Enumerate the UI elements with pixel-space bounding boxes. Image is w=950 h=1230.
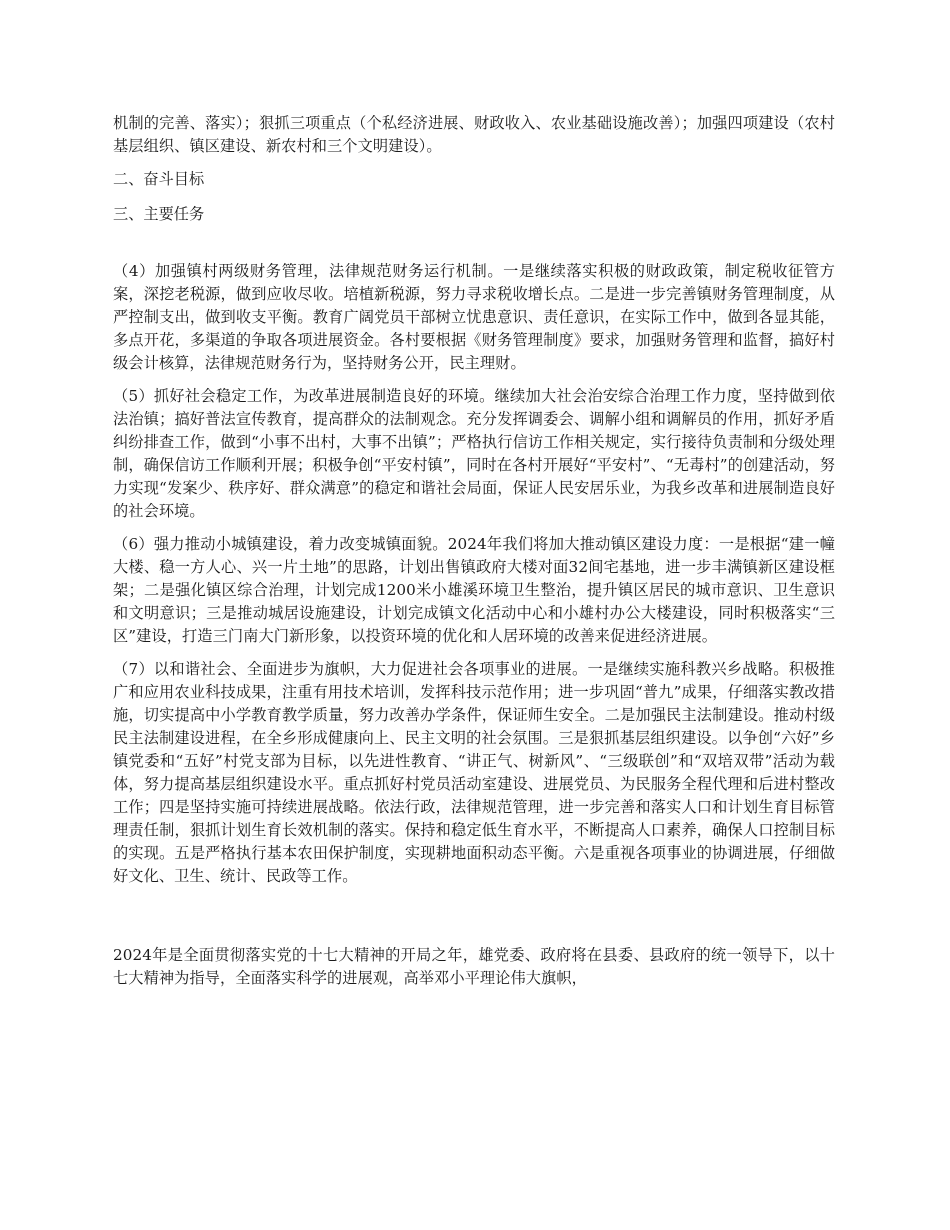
document-page	[113, 112, 835, 990]
closing-paragraph: 2024年是全面贯彻落实党的十七大精神的开局之年，雄党委、政府将在县委、县政府的统一领导下，以十七大精神为指导，全面落实科学的进展观，高举邓小平理论伟大旗帜，	[113, 946, 835, 987]
task-7-paragraph: （7）以和谐社会、全面进步为旗帜，大力促进社会各项事业的进展。一是继续实施科教兴乡战略。积极推广和应用农业科技成果，注重有用技术培训，发挥科技示范作用；进一步巩固“普九”成果，仔细落实教改措施，切实提高中小学教育教学质量，努力改善办学条件，保证师生安全。二是加强民主法制建设。推动村级民主法制建设进程，在全乡形成健康向上、民主文明的社会氛围。三是狠抓基层组织建设。以争创“六好”乡镇党委和“五好”村党支部为目标，以先进性教育、“讲正气、树新风”、“三级联创”和“双培双带”活动为载体，努力提高基层组织建设水平。重点抓好村党员活动室建设、进展党员、为民服务全程代理和后进村整改工作；四是坚持实施可持续进展战略。依法行政，法律规范管理，进一步完善和落实人口和计划生育目标管理责任制，狠抓计划生育长效机制的落实。保持和稳定低生育水平，不断提高人口素养，确保人口控制目标的实现。五是严格执行基本农田保护制度，实现耕地面积动态平衡。六是重视各项事业的协调进展，仔细做好文化、卫生、统计、民政等工作。	[113, 660, 835, 885]
task-5-paragraph: （5）抓好社会稳定工作，为改革进展制造良好的环境。继续加大社会治安综合治理工作力度，坚持做到依法治镇；搞好普法宣传教育，提高群众的法制观念。充分发挥调委会、调解小组和调解员的作用，抓好矛盾纠纷排查工作，做到“小事不出村，大事不出镇”；严格执行信访工作相关规定，实行接待负责制和分级处理制，确保信访工作顺利开展；积极争创“平安村镇”，同时在各村开展好“平安村”、“无毒村”的创建活动，努力实现“发案少、秩序好、群众满意”的稳定和谐社会局面，保证人民安居乐业，为我乡改革和进展制造良好的社会环境。	[113, 387, 835, 520]
task-4-paragraph: （4）加强镇村两级财务管理，法律规范财务运行机制。一是继续落实积极的财政政策，制定税收征管方案，深挖老税源，做到应收尽收。培植新税源，努力寻求税收增长点。二是进一步完善镇财务管理制度，从严控制支出，做到收支平衡。教育广阔党员干部树立忧患意识、责任意识，在实际工作中，做到各显其能，多点开花，多渠道的争取各项进展资金。各村要根据《财务管理制度》要求，加强财务管理和监督，搞好村级会计核算，法律规范财务行为，坚持财务公开，民主理财。	[113, 262, 835, 372]
task-6-paragraph: （6）强力推动小城镇建设，着力改变城镇面貌。2024年我们将加大推动镇区建设力度：一是根据“建一幢大楼、稳一方人心、兴一片土地”的思路，计划出售镇政府大楼对面32间宅基地，进一步丰满镇新区建设框架；二是强化镇区综合治理，计划完成1200米小雄溪环境卫生整治，提升镇区居民的城市意识、卫生意识和文明意识；三是推动城居设施建设，计划完成镇文化活动中心和小雄村办公大楼建设，同时积极落实“三区”建设，打造三门南大门新形象，以投资环境的优化和人居环境的改善来促进经济进展。	[113, 535, 835, 645]
heading-tasks: 三、主要任务	[113, 205, 205, 223]
heading-goals: 二、奋斗目标	[113, 170, 205, 188]
intro-paragraph: 机制的完善、落实）；狠抓三项重点（个私经济进展、财政收入、农业基础设施改善）；加强四项建设（农村基层组织、镇区建设、新农村和三个文明建设）。	[113, 114, 835, 155]
